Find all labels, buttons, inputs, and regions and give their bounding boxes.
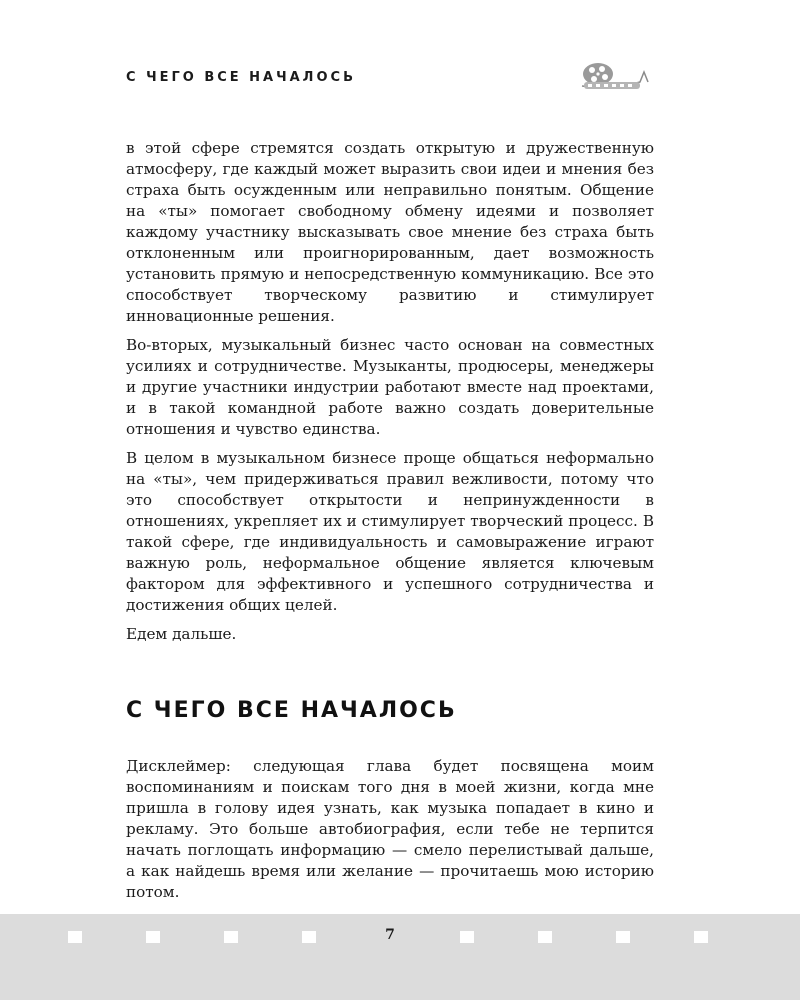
paragraph: Дисклеймер: следующая глава будет посвящена моим воспоминаниям и поискам того дня в моей жизни, когда мне пришла в голову идея узнать, как музыка попадает в кино и рекламу. Это больше автобиография, если тебе не терпится начать поглощать информацию — смело перелистывай дальше, а как найдешь время или желание — прочитаешь мою историю потом. [126, 757, 654, 901]
paragraph: в этой сфере стремятся создать открытую и дружественную атмосферу, где каждый может выразить свои идеи и мнения без страха быть осужденным или неправильно понятым. Общение на «ты» помогает свободному обмену идеями и позволяет каждому участнику высказывать свое мнение без страха быть отклоненным или проигнорированным, дает возможность установить прямую и непосредственную коммуникацию. Все это способствует творческому развитию и стимулирует инновационные решения. [126, 139, 654, 325]
film-hole [224, 931, 238, 943]
section-heading: С ЧЕГО ВСЕ НАЧАЛОСЬ [126, 698, 457, 723]
running-header-title: С ЧЕГО ВСЕ НАЧАЛОСЬ [126, 70, 356, 85]
film-hole [616, 931, 630, 943]
paragraph: Во-вторых, музыкальный бизнес часто основан на совместных усилиях и сотрудничестве. Музыканты, продюсеры, менеджеры и другие участники индустрии работают вместе над проектами, и в такой командной работе важно создать доверительные отношения и чувство единства. [126, 336, 654, 438]
page-number: 7 [385, 927, 395, 943]
section-intro [126, 756, 654, 903]
film-hole [460, 931, 474, 943]
film-hole [694, 931, 708, 943]
film-hole [146, 931, 160, 943]
film-hole [302, 931, 316, 943]
body-text [126, 138, 654, 653]
film-hole [68, 931, 82, 943]
film-reel-icon [578, 60, 658, 96]
paragraph: Едем дальше. [126, 625, 237, 643]
film-hole [538, 931, 552, 943]
paragraph: В целом в музыкальном бизнесе проще общаться неформально на «ты», чем придерживаться правил вежливости, потому что это способствует открытости и непринужденности в отношениях, укрепляет их и стимулирует творческий процесс. В такой сфере, где индивидуальность и самовыражение играют важную роль, неформальное общение является ключевым фактором для эффективного и успешного сотрудничества и достижения общих целей. [126, 449, 654, 614]
